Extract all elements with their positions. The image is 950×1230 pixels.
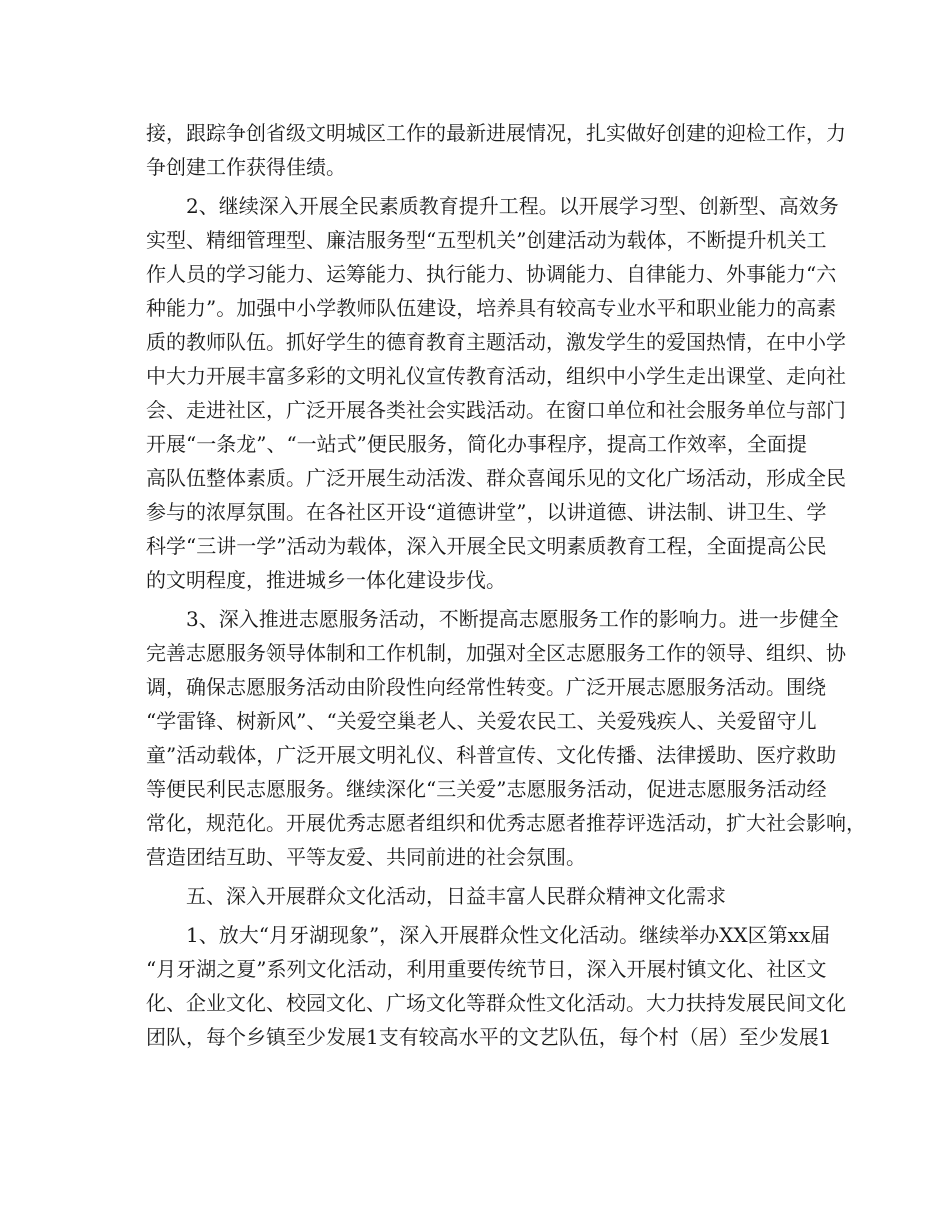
- paragraph-start: 1、放大“月牙湖现象”，深入开展群众性文化活动。继续举办XX区第xx届: [186, 923, 831, 947]
- text-line: 高队伍整体素质。广泛开展生动活泼、群众喜闻乐见的文化广场活动，形成全民: [146, 466, 846, 490]
- text-line: 的文明程度，推进城乡一体化建设步伐。: [146, 568, 506, 592]
- text-line: 种能力”。加强中小学教师队伍建设，培养具有较高专业水平和职业能力的高素: [146, 296, 837, 320]
- text-line: 常化，规范化。开展优秀志愿者组织和优秀志愿者推荐评选活动，扩大社会影响，: [146, 811, 866, 835]
- section-heading: 五、深入开展群众文化活动，日益丰富人民群众精神文化需求: [186, 884, 726, 908]
- text-line: “月牙湖之夏”系列文化活动，利用重要传统节日，深入开展村镇文化、社区文: [146, 957, 827, 981]
- text-line: 团队，每个乡镇至少发展1支有较高水平的文艺队伍，每个村（居）至少发展1: [146, 1025, 832, 1049]
- text-line: 接，跟踪争创省级文明城区工作的最新进展情况，扎实做好创建的迎检工作，力: [146, 121, 846, 145]
- text-line: 作人员的学习能力、运筹能力、执行能力、协调能力、自律能力、外事能力“六: [146, 262, 837, 286]
- text-line: 完善志愿服务领导体制和工作机制，加强对全区志愿服务工作的领导、组织、协: [146, 641, 846, 665]
- text-line: 争创建工作获得佳绩。: [146, 155, 346, 179]
- text-line: 会、走进社区，广泛开展各类社会实践活动。在窗口单位和社会服务单位与部门: [146, 398, 846, 422]
- text-line: 化、企业文化、校园文化、广场文化等群众性文化活动。大力扶持发展民间文化: [146, 991, 846, 1015]
- text-line: 等便民利民志愿服务。继续深化“三关爱”志愿服务活动，促进志愿服务活动经: [146, 777, 827, 801]
- text-line: 科学“三讲一学”活动为载体，深入开展全民文明素质教育工程，全面提高公民: [146, 534, 827, 558]
- text-line: 开展“一条龙”、“一站式”便民服务，简化办事程序，提高工作效率，全面提: [146, 432, 807, 456]
- text-line: 营造团结互助、平等友爱、共同前进的社会氛围。: [146, 845, 586, 869]
- text-line: 参与的浓厚氛围。在各社区开设“道德讲堂”，以讲道德、讲法制、讲卫生、学: [146, 500, 827, 524]
- text-line: 调，确保志愿服务活动由阶段性向经常性转变。广泛开展志愿服务活动。围绕: [146, 675, 826, 699]
- text-line: 实型、精细管理型、廉洁服务型“五型机关”创建活动为载体，不断提升机关工: [146, 228, 827, 252]
- paragraph-start: 2、继续深入开展全民素质教育提升工程。以开展学习型、创新型、高效务: [186, 194, 839, 218]
- text-line: “学雷锋、树新风”、“关爱空巢老人、关爱农民工、关爱残疾人、关爱留守儿: [146, 709, 817, 733]
- text-line: 中大力开展丰富多彩的文明礼仪宣传教育活动，组织中小学生走出课堂、走向社: [146, 364, 846, 388]
- text-line: 质的教师队伍。抓好学生的德育教育主题活动，激发学生的爱国热情，在中小学: [146, 330, 846, 354]
- text-line: 童”活动载体，广泛开展文明礼仪、科普宣传、文化传播、法律援助、医疗救助: [146, 743, 837, 767]
- paragraph-start: 3、深入推进志愿服务活动，不断提高志愿服务工作的影响力。进一步健全: [186, 607, 839, 631]
